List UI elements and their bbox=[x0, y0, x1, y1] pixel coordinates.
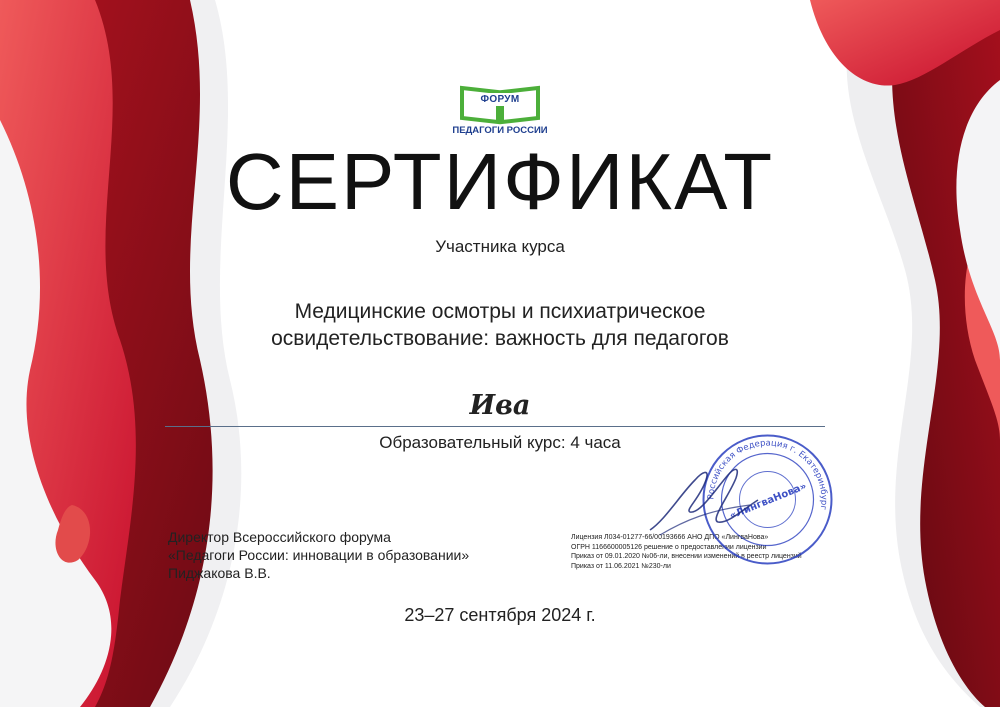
director-title: Директор Всероссийского форума bbox=[168, 529, 391, 545]
course-title-line2: освидетельствование: важность для педагогов bbox=[271, 327, 729, 350]
course-title-line1: Медицинские осмотры и психиатрическое bbox=[294, 300, 706, 323]
director-name: Пиджакова В.В. bbox=[168, 565, 271, 581]
license-line: Приказ от 11.06.2021 №230-ли bbox=[571, 562, 671, 570]
director-block bbox=[168, 528, 469, 582]
forum-logo bbox=[440, 82, 560, 140]
course-dates: 23–27 сентября 2024 г. bbox=[404, 605, 596, 625]
stamp-outer-text: Российская Федерация г. Екатеринбург bbox=[706, 438, 829, 511]
participant-name: Ива bbox=[469, 390, 531, 421]
license-line: ОГРН 1166600005126 решение о предоставлении лицензии bbox=[571, 543, 767, 551]
certificate-title: СЕРТИФИКАТ bbox=[225, 137, 775, 226]
certificate-subtitle: Участника курса bbox=[435, 237, 565, 256]
license-line: Приказ от 09.01.2020 №06-ли, внесении изменений в реестр лицензий bbox=[571, 553, 802, 560]
logo-top-text: ФОРУМ bbox=[480, 94, 520, 105]
course-hours: Образовательный курс: 4 часа bbox=[379, 433, 621, 452]
signature bbox=[640, 450, 770, 550]
license-line: Лицензия Л034-01277-66/00193666 АНО ДПО «ЛингваНова» bbox=[571, 534, 769, 541]
forum-name: «Педагоги России: инновации в образовании» bbox=[168, 547, 470, 563]
course-title bbox=[120, 298, 880, 352]
stamp-center-text: «ЛингваНова» bbox=[728, 480, 809, 522]
name-underline bbox=[165, 426, 825, 427]
logo-bottom-text: ПЕДАГОГИ РОССИИ bbox=[452, 125, 548, 136]
